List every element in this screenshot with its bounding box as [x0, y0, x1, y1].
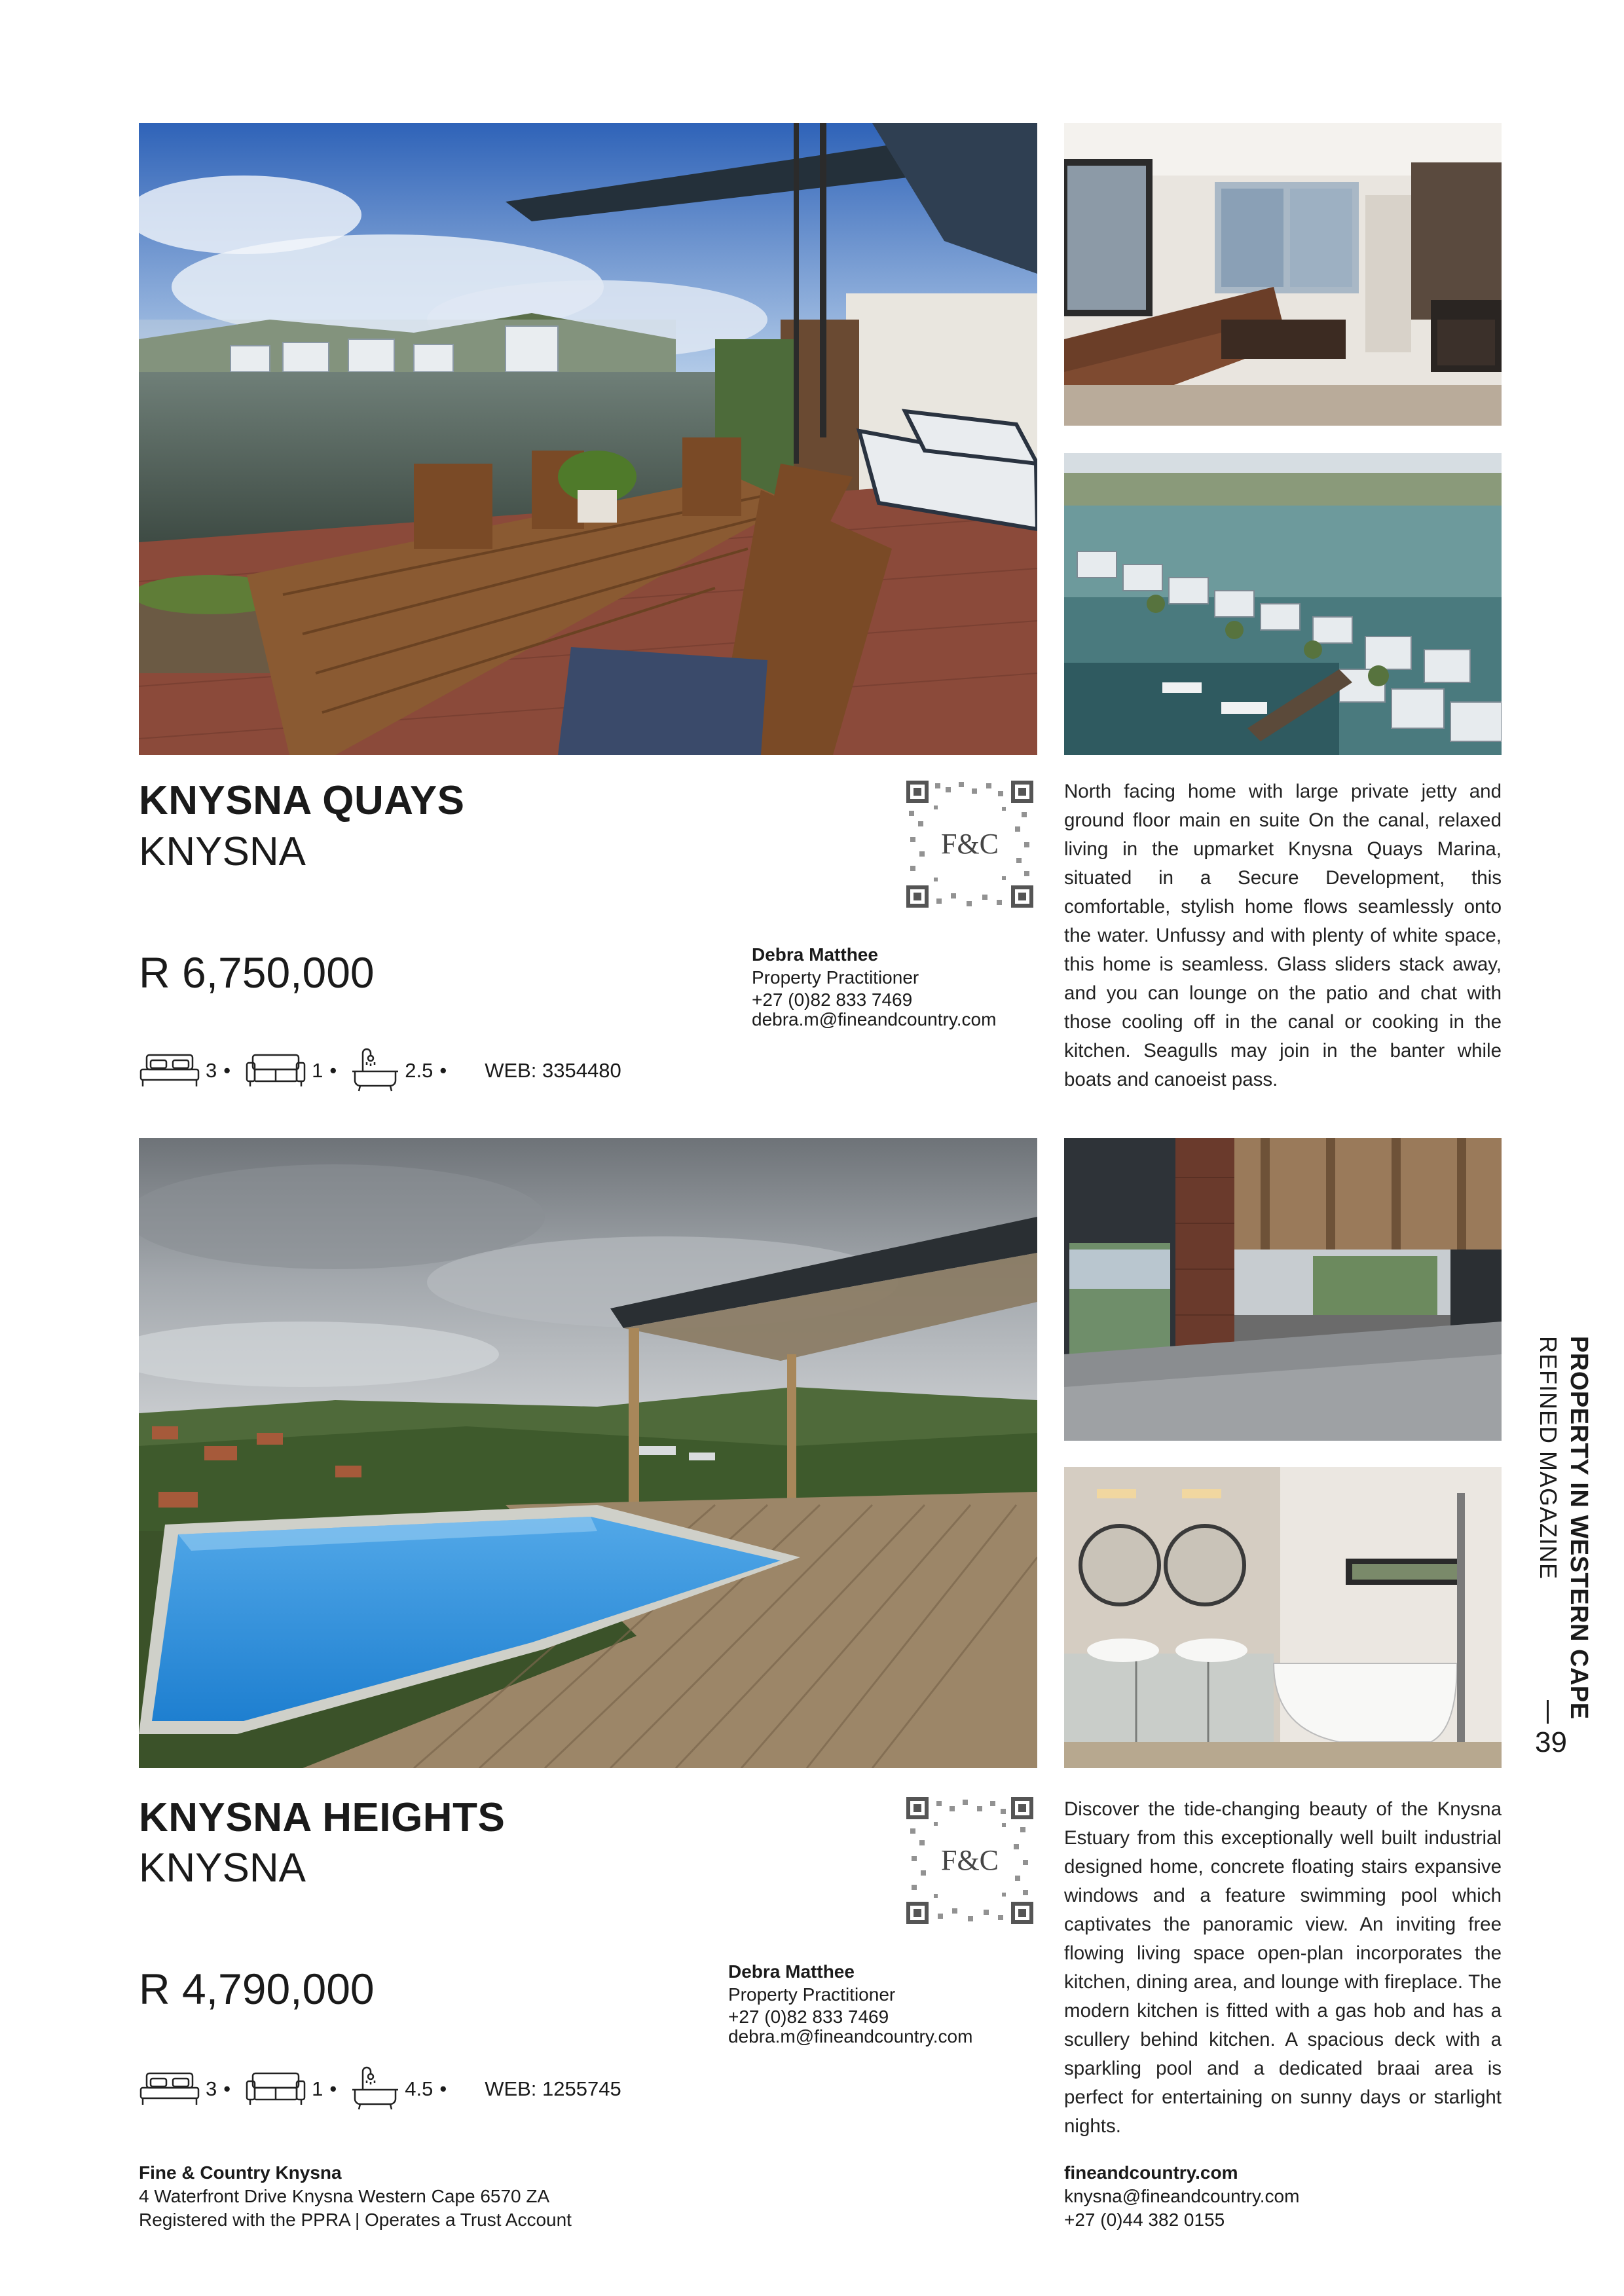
lounges-count: 1 — [312, 2077, 323, 2100]
bath-icon — [351, 1048, 399, 1094]
bed-icon — [139, 1051, 200, 1090]
bedrooms-count: 3 — [206, 1059, 217, 1082]
listing-title: KNYSNA QUAYS — [139, 778, 465, 823]
knysna-quays-aerial-photo — [1064, 453, 1502, 755]
agent-email[interactable]: debra.m@fineandcountry.com — [752, 1009, 997, 1029]
agent-contact — [752, 943, 996, 1031]
web-reference: WEB: 1255745 — [485, 2077, 621, 2100]
listing-description: Discover the tide-changing beauty of the Knysna Estuary from this exceptionally well built industrial designed home, concrete floating stairs expansive windows and a feature swimming pool which captivates the panoramic view. An inviting free flowing living space open-plan incorporates the kitchen, dining area, and lounge with fireplace. The modern kitchen is fitted with a gas hob and has a scullery behind kitchen. A spacious deck with a sparkling pool and a dedicated braai area is perfect for entertaining on sunny days or starlight nights. — [1064, 1798, 1502, 2137]
agent-phone[interactable]: +27 (0)82 833 7469 — [728, 2007, 889, 2027]
knysna-quays-living-room-photo — [1064, 123, 1502, 426]
company-address: 4 Waterfront Drive Knysna Western Cape 6570 ZA — [139, 2186, 550, 2206]
section-label: PROPERTY IN WESTERN CAPE — [1565, 1336, 1593, 1720]
knysna-heights-main-photo — [139, 1138, 1037, 1768]
section-sidebar — [1516, 1336, 1595, 1720]
listing-price: R 6,750,000 — [139, 948, 375, 997]
sofa-icon — [245, 2069, 306, 2109]
listing-price: R 4,790,000 — [139, 1965, 375, 2013]
listing-location: KNYSNA — [139, 829, 306, 874]
sidebar-divider — [1547, 1700, 1549, 1724]
agent-contact — [728, 1960, 972, 2048]
bed-icon — [139, 2069, 200, 2109]
company-email[interactable]: knysna@fineandcountry.com — [1064, 2186, 1300, 2206]
page-number: 39 — [1535, 1726, 1567, 1758]
agent-role: Property Practitioner — [728, 1984, 896, 2005]
bath-icon — [351, 2066, 399, 2112]
footer-right — [1064, 2161, 1299, 2232]
qr-code-icon — [904, 1794, 1036, 1927]
knysna-heights-interior-photo — [1064, 1138, 1502, 1441]
agent-phone[interactable]: +27 (0)82 833 7469 — [752, 990, 913, 1010]
agent-name: Debra Matthee — [752, 944, 878, 965]
lounges-count: 1 — [312, 1059, 323, 1082]
knysna-heights-bathroom-photo — [1064, 1467, 1502, 1768]
sofa-icon — [245, 1051, 306, 1090]
bedrooms-count: 3 — [206, 2077, 217, 2100]
magazine-label: REFINED MAGAZINE — [1535, 1336, 1562, 1580]
company-website[interactable]: fineandcountry.com — [1064, 2162, 1238, 2183]
listing-specs: 3 • 1 • 2.5 • WEB: 3354480 — [139, 1048, 621, 1094]
listing-title: KNYSNA HEIGHTS — [139, 1795, 506, 1840]
knysna-quays-main-photo — [139, 123, 1037, 755]
company-registration: Registered with the PPRA | Operates a Trust Account — [139, 2210, 572, 2230]
footer-left — [139, 2161, 572, 2232]
agent-name: Debra Matthee — [728, 1961, 855, 1982]
listing-description: North facing home with large private jetty and ground floor main en suite On the canal, relaxed living in the upmarket Knysna Quays Marina, situated in a Secure Development, this comfortable, stylish home flows seamlessly onto the water. Unfussy and with plenty of white space, this home is seamless. Glass sliders stack away, and you can lounge on the patio and chat with those cooling off in the canal or cooking in the kitchen. Seagulls may join in the banter while boats and canoeist pass. — [1064, 781, 1502, 1090]
qr-code-icon — [904, 778, 1036, 910]
listing-location: KNYSNA — [139, 1845, 306, 1891]
listing-specs: 3 • 1 • 4.5 • WEB: 1255745 — [139, 2066, 621, 2112]
web-reference: WEB: 3354480 — [485, 1059, 621, 1082]
agent-email[interactable]: debra.m@fineandcountry.com — [728, 2026, 973, 2046]
qr-logo: F&C — [940, 828, 999, 860]
company-phone[interactable]: +27 (0)44 382 0155 — [1064, 2210, 1225, 2230]
agent-role: Property Practitioner — [752, 967, 919, 988]
qr-logo: F&C — [940, 1844, 999, 1876]
bathrooms-count: 2.5 — [405, 1059, 434, 1082]
bathrooms-count: 4.5 — [405, 2077, 434, 2100]
company-name: Fine & Country Knysna — [139, 2162, 342, 2183]
